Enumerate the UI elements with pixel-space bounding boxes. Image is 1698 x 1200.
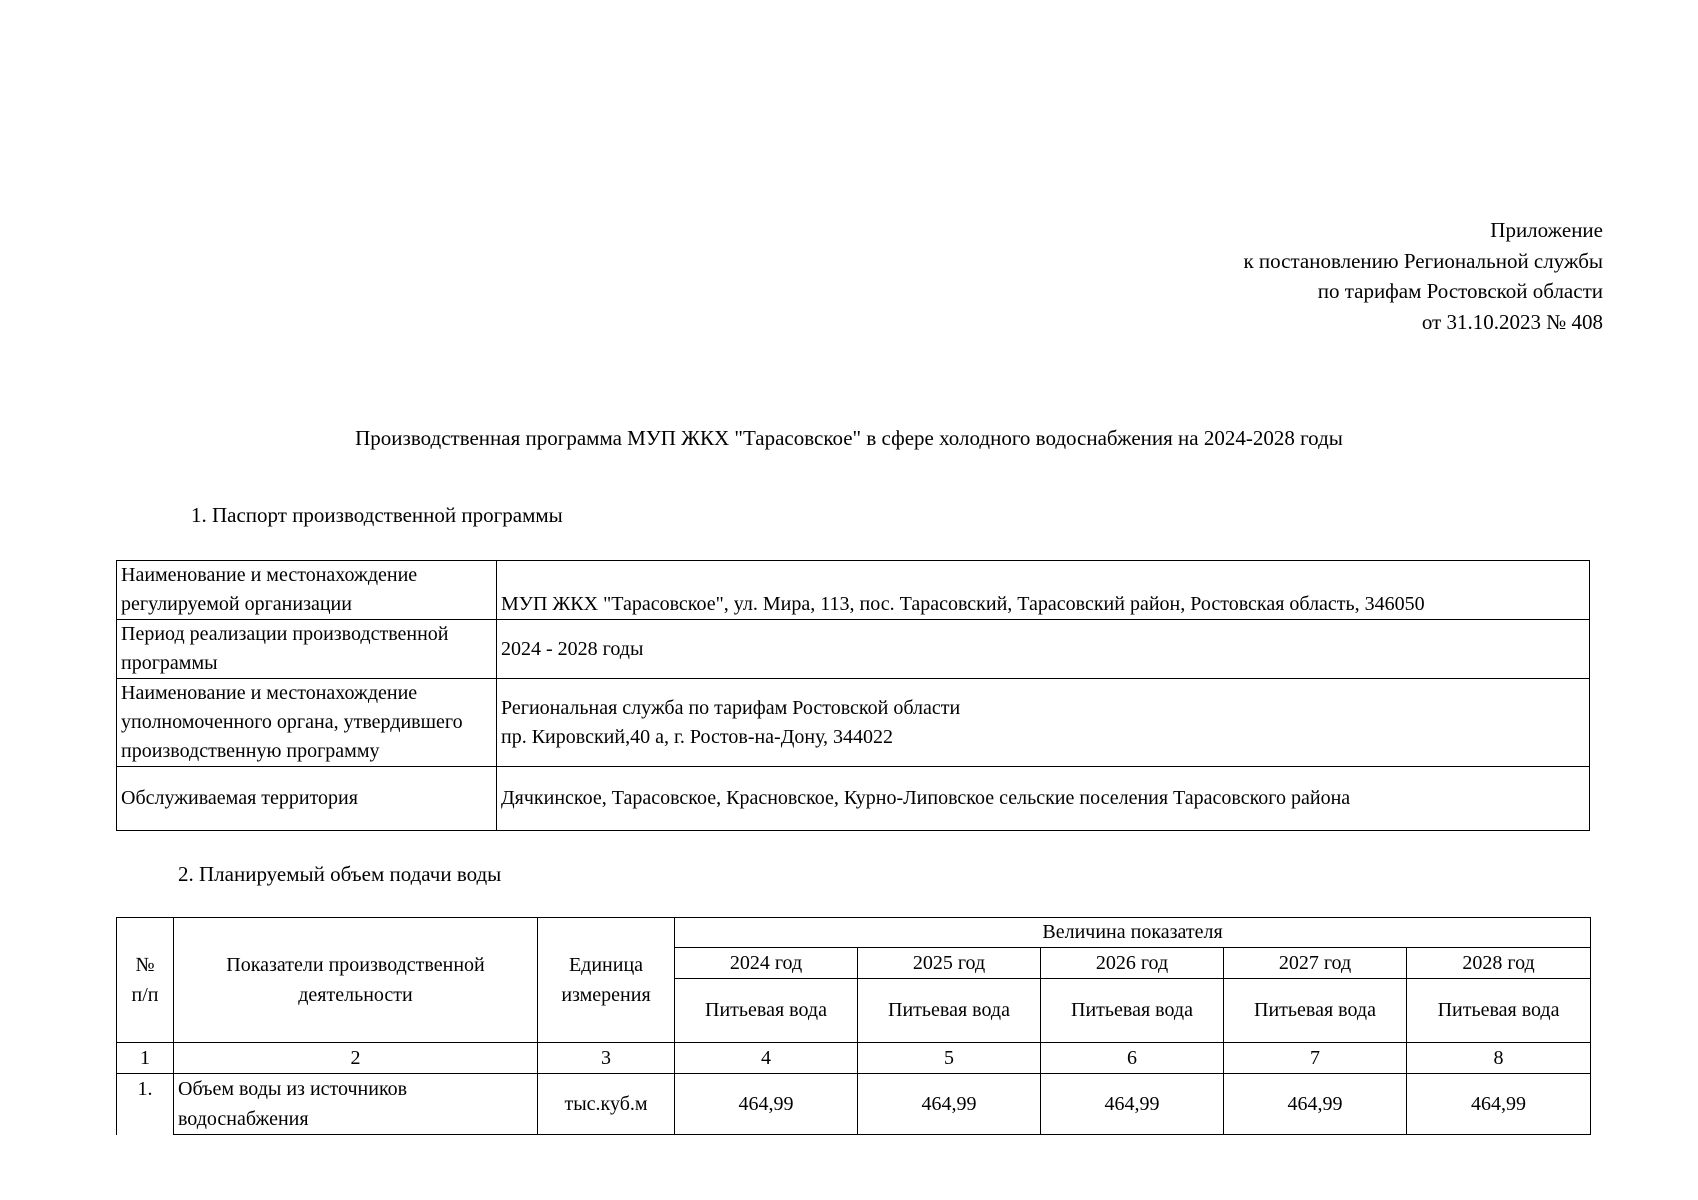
- row-indicator-cell: [174, 1074, 538, 1135]
- appendix-date-number: от 31.10.2023 № 408: [1421, 309, 1603, 334]
- row-value-cell: 464,99: [858, 1074, 1041, 1135]
- column-number-cell: 7: [1224, 1043, 1407, 1074]
- row-value-cell: 464,99: [1041, 1074, 1224, 1135]
- row-value-cell: 464,99: [675, 1074, 858, 1135]
- row-number-cell: 1.: [117, 1074, 174, 1135]
- column-number-cell: 1: [117, 1043, 174, 1074]
- header-unit-cell: [538, 918, 675, 1043]
- column-number-cell: 8: [1407, 1043, 1591, 1074]
- header-year-cell: 2024 год: [675, 948, 858, 979]
- table-row: [117, 620, 1590, 679]
- header-number-cell: [117, 918, 174, 1043]
- header-line: Показатели производственной: [226, 954, 485, 976]
- column-number-cell: 5: [858, 1043, 1041, 1074]
- header-indicator-cell: [174, 918, 538, 1043]
- label-line: программы: [121, 652, 218, 674]
- passport-value-cell: [497, 679, 1590, 767]
- indicator-line: Объем воды из источников: [178, 1078, 408, 1100]
- header-line: деятельности: [298, 984, 413, 1006]
- header-line: п/п: [131, 984, 159, 1006]
- header-water-type-cell: Питьевая вода: [1041, 979, 1224, 1043]
- label-line: производственную программу: [121, 740, 380, 762]
- row-value-cell: 464,99: [1224, 1074, 1407, 1135]
- row-unit-cell: тыс.куб.м: [538, 1074, 675, 1135]
- passport-label-cell: [117, 561, 497, 620]
- appendix-block: [1243, 215, 1603, 337]
- column-number-cell: 6: [1041, 1043, 1224, 1074]
- appendix-line: Приложение: [1490, 218, 1603, 242]
- appendix-line: к постановлению Региональной службы: [1243, 248, 1603, 273]
- table-row: [117, 561, 1590, 620]
- header-year-cell: 2027 год: [1224, 948, 1407, 979]
- section-2-heading: 2. Планируемый объем подачи воды: [178, 862, 502, 886]
- appendix-line: по тарифам Ростовской области: [1317, 279, 1603, 303]
- header-water-type-cell: Питьевая вода: [858, 979, 1041, 1043]
- label-line: Обслуживаемая территория: [121, 787, 358, 809]
- document-title: Производственная программа МУП ЖКХ "Тарасовское" в сфере холодного водоснабжения на 2024-2028 годы: [355, 426, 1343, 450]
- header-line: Единица: [568, 954, 644, 976]
- column-number-cell: 2: [174, 1043, 538, 1074]
- header-year-cell: 2028 год: [1407, 948, 1591, 979]
- row-value-cell: 464,99: [1407, 1074, 1591, 1135]
- header-line: измерения: [561, 984, 651, 1006]
- value-line: пр. Кировский,40 а, г. Ростов-на-Дону, 344022: [501, 725, 894, 748]
- label-line: Наименование и местонахождение: [121, 682, 418, 704]
- label-line: регулируемой организации: [121, 593, 352, 615]
- column-number-cell: 4: [675, 1043, 858, 1074]
- label-line: Наименование и местонахождение: [121, 564, 418, 586]
- column-number-cell: 3: [538, 1043, 675, 1074]
- passport-label-cell: [117, 679, 497, 767]
- section-1-heading: 1. Паспорт производственной программы: [191, 503, 563, 527]
- passport-label-cell: [117, 767, 497, 831]
- passport-label-cell: [117, 620, 497, 679]
- column-number-row: [117, 1043, 1591, 1074]
- passport-value-cell: [497, 620, 1590, 679]
- header-water-type-cell: Питьевая вода: [675, 979, 858, 1043]
- header-year-cell: 2026 год: [1041, 948, 1224, 979]
- table-header-row: [117, 918, 1591, 948]
- table-row: [117, 1074, 1591, 1135]
- passport-value-cell: [497, 767, 1590, 831]
- value-line: Региональная служба по тарифам Ростовской области: [501, 696, 961, 719]
- table-row: [117, 679, 1590, 767]
- header-water-type-cell: Питьевая вода: [1224, 979, 1407, 1043]
- passport-table: [116, 560, 1590, 831]
- value-line: МУП ЖКХ "Тарасовское", ул. Мира, 113, пос. Тарасовский, Тарасовский район, Ростовская область, 346050: [501, 593, 1425, 615]
- water-volume-table: [116, 917, 1591, 1135]
- indicator-line: водоснабжения: [178, 1108, 309, 1130]
- header-year-cell: 2025 год: [858, 948, 1041, 979]
- header-value-cell: Величина показателя: [675, 918, 1591, 948]
- label-line: уполномоченного органа, утвердившего: [121, 711, 463, 733]
- passport-value-cell: [497, 561, 1590, 620]
- label-line: Период реализации производственной: [121, 623, 449, 645]
- header-water-type-cell: Питьевая вода: [1407, 979, 1591, 1043]
- value-line: Дячкинское, Тарасовское, Красновское, Курно-Липовское сельские поселения Тарасовского района: [501, 787, 1351, 809]
- header-line: №: [135, 954, 155, 976]
- table-row: [117, 767, 1590, 831]
- value-line: 2024 - 2028 годы: [501, 637, 644, 660]
